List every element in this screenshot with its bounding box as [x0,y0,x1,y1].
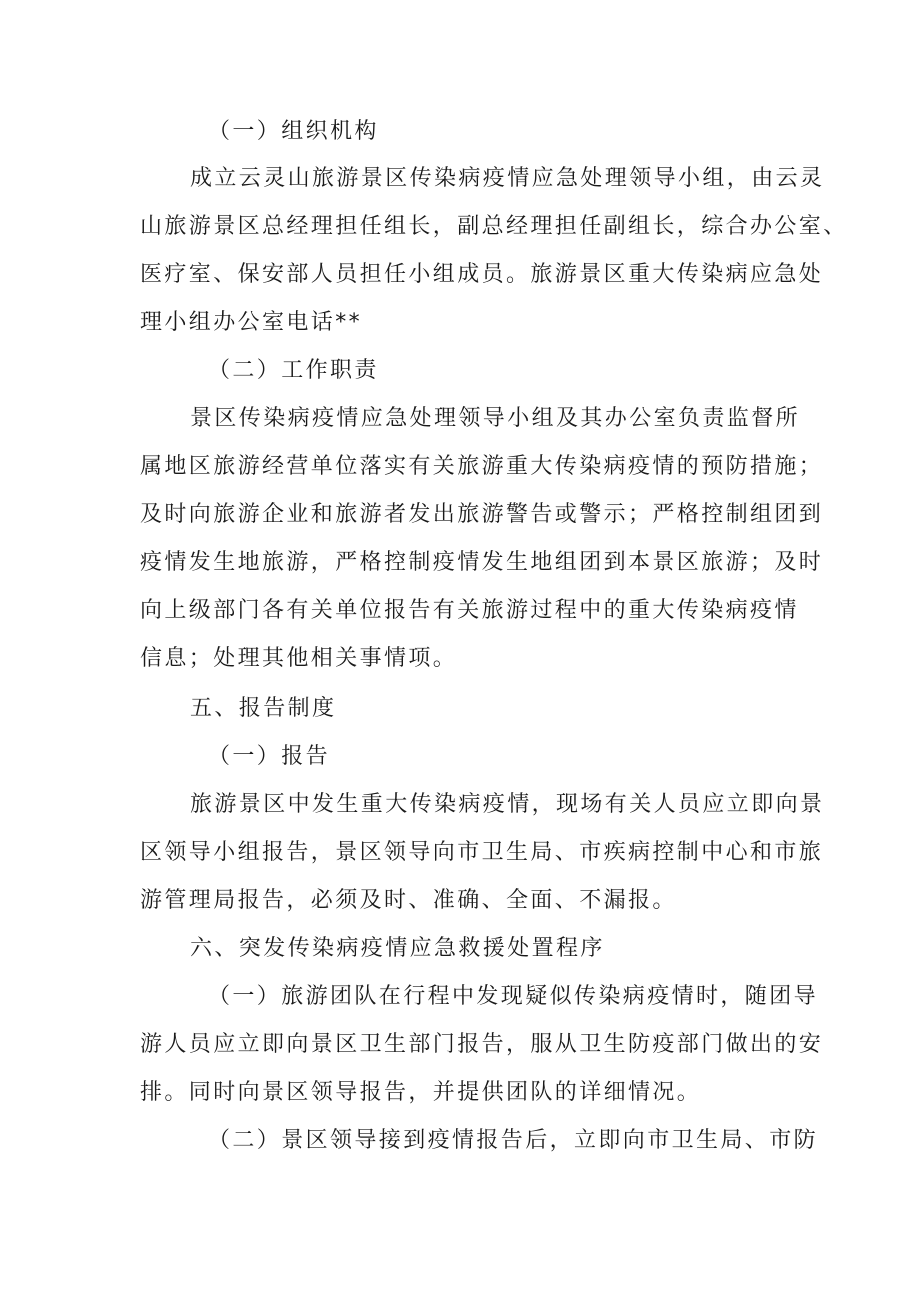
section-heading-emergency: 六、突发传染病疫情应急救援处置程序 [190,936,605,961]
heading-report: （一）报告 [208,744,331,769]
paragraph-line: 属地区旅游经营单位落实有关旅游重大传染病疫情的预防措施； [140,454,824,479]
paragraph-line: 排。同时向景区领导报告，并提供团队的详细情况。 [140,1080,702,1105]
section-heading-reporting: 五、报告制度 [190,696,337,721]
paragraph-line: 信息；处理其他相关事情项。 [140,646,458,671]
paragraph-line: 成立云灵山旅游景区传染病疫情应急处理领导小组，由云灵 [190,166,825,191]
paragraph-line: 区领导小组报告，景区领导向市卫生局、市疾病控制中心和市旅 [140,840,824,865]
paragraph-line: 游人员应立即向景区卫生部门报告，服从卫生防疫部门做出的安 [140,1032,824,1057]
paragraph-line: 及时向旅游企业和旅游者发出旅游警告或警示；严格控制组团到 [140,502,824,527]
paragraph-line: 向上级部门各有关单位报告有关旅游过程中的重大传染病疫情 [140,598,799,623]
paragraph-line: 医疗室、保安部人员担任小组成员。旅游景区重大传染病应急处 [140,262,824,287]
paragraph-line: 景区传染病疫情应急处理领导小组及其办公室负责监督所 [190,406,801,431]
paragraph-line: 旅游景区中发生重大传染病疫情，现场有关人员应立即向景 [190,792,825,817]
paragraph-line: 游管理局报告，必须及时、准确、全面、不漏报。 [140,888,677,913]
paragraph-line: 山旅游景区总经理担任组长，副总经理担任副组长，综合办公室、 [140,214,848,239]
heading-duties: （二）工作职责 [208,358,379,383]
paragraph-line: （一）旅游团队在行程中发现疑似传染病疫情时，随团导 [208,984,819,1009]
paragraph-line: 理小组办公室电话** [140,310,363,335]
heading-organization: （一）组织机构 [208,119,379,144]
paragraph-line: （二）景区领导接到疫情报告后，立即向市卫生局、市防 [208,1128,819,1153]
paragraph-line: 疫情发生地旅游，严格控制疫情发生地组团到本景区旅游；及时 [140,550,824,575]
